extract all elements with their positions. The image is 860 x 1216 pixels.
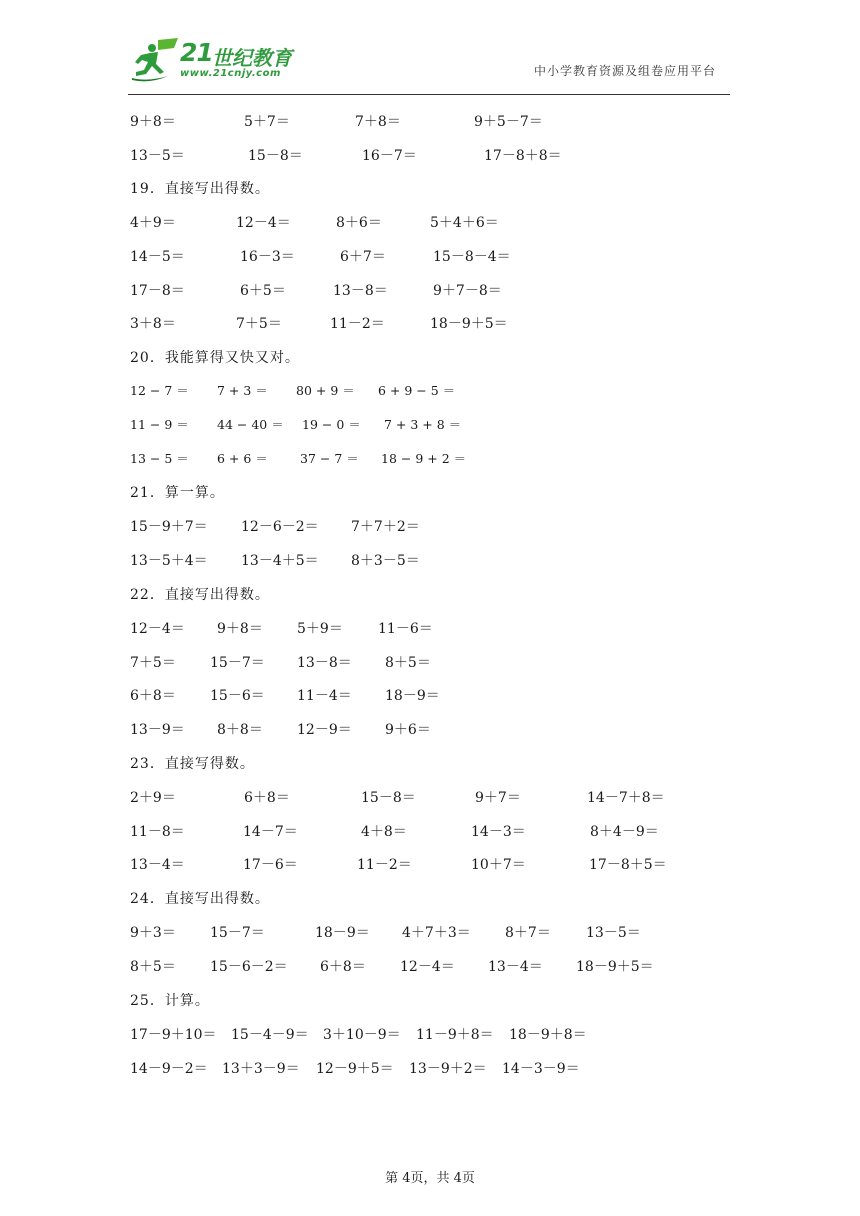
site-name: 中小学教育资源及组卷应用平台 [533,64,716,78]
arithmetic-problem: 13－4＋5＝ [241,553,319,569]
arithmetic-problem: 8＋5＝ [385,655,431,671]
page-header [128,36,730,96]
arithmetic-problem: 12－9＝ [297,722,352,738]
arithmetic-problem: 14－3＝ [471,824,526,840]
arithmetic-problem: 6＋5＝ [240,283,286,299]
arithmetic-problem: 12－6－2＝ [241,519,319,535]
arithmetic-problem: 13－9＝ [130,722,185,738]
arithmetic-problem: 3＋8＝ [130,316,176,332]
question-title: 23．直接写得数。 [130,756,255,772]
arithmetic-problem: 9＋6＝ [385,722,431,738]
arithmetic-problem: 4＋7＋3＝ [402,925,471,941]
arithmetic-problem: 8＋5＝ [130,959,176,975]
arithmetic-problem: 7＋5＝ [236,316,282,332]
arithmetic-problem: 11－6＝ [378,621,433,637]
arithmetic-problem: 15－7＝ [210,925,265,941]
arithmetic-problem: 6＋8＝ [320,959,366,975]
arithmetic-problem: 15－8＝ [361,790,416,806]
arithmetic-problem: 15－8－4＝ [433,249,511,265]
header-divider [128,94,730,95]
arithmetic-problem: 6 + 9 − 5 ＝ [378,383,456,398]
arithmetic-problem: 14－3－9＝ [502,1061,580,1077]
arithmetic-problem: 3＋10－9＝ [323,1027,401,1043]
arithmetic-problem: 17－8＋5＝ [589,857,667,873]
arithmetic-problem: 17－8＋8＝ [484,148,562,164]
arithmetic-problem: 11－2＝ [330,316,385,332]
arithmetic-problem: 11－2＝ [357,857,412,873]
arithmetic-problem: 18－9＋8＝ [509,1027,587,1043]
question-title: 19．直接写出得数。 [130,181,270,197]
arithmetic-problem: 8＋6＝ [336,215,382,231]
arithmetic-problem: 11 − 9 ＝ [130,417,189,432]
arithmetic-problem: 9＋8＝ [130,114,176,130]
arithmetic-problem: 6＋7＝ [340,249,386,265]
logo-text: 世纪教育 [212,46,292,70]
arithmetic-problem: 5＋4＋6＝ [430,215,499,231]
arithmetic-problem: 18 − 9 + 2 ＝ [381,451,467,466]
arithmetic-problem: 18－9＝ [315,925,370,941]
arithmetic-problem: 18－9＋5＝ [430,316,508,332]
arithmetic-problem: 13＋3－9＝ [222,1061,300,1077]
arithmetic-problem: 13－4＝ [130,857,185,873]
arithmetic-problem: 7 + 3 ＝ [217,383,268,398]
arithmetic-problem: 4＋9＝ [130,215,176,231]
arithmetic-problem: 6＋8＝ [130,688,176,704]
arithmetic-problem: 15－6＝ [210,688,265,704]
arithmetic-problem: 8＋8＝ [217,722,263,738]
arithmetic-problem: 9＋3＝ [130,925,176,941]
logo-url: www.21cnjy.com [180,68,281,79]
arithmetic-problem: 9＋5－7＝ [474,114,543,130]
arithmetic-problem: 13 − 5 ＝ [130,451,189,466]
arithmetic-problem: 13－5＋4＝ [130,553,208,569]
arithmetic-problem: 14－9－2＝ [130,1061,208,1077]
arithmetic-problem: 15－6－2＝ [210,959,288,975]
page-number: 第 4页，共 4页 [385,1171,475,1186]
arithmetic-problem: 9＋8＝ [217,621,263,637]
arithmetic-problem: 80 + 9 ＝ [296,383,355,398]
arithmetic-problem: 9＋7－8＝ [433,283,502,299]
arithmetic-problem: 11－8＝ [130,824,185,840]
arithmetic-problem: 12－4＝ [236,215,291,231]
arithmetic-problem: 16－3＝ [240,249,295,265]
arithmetic-problem: 15－8＝ [248,148,303,164]
arithmetic-problem: 9＋7＝ [475,790,521,806]
arithmetic-problem: 11－9＋8＝ [416,1027,494,1043]
logo-number: 21 [180,38,213,67]
arithmetic-problem: 13－5＝ [130,148,185,164]
question-title: 21．算一算。 [130,485,225,501]
arithmetic-problem: 13－5＝ [586,925,641,941]
arithmetic-problem: 13－8＝ [297,655,352,671]
arithmetic-problem: 18－9＋5＝ [576,959,654,975]
arithmetic-problem: 7＋8＝ [355,114,401,130]
question-title: 22．直接写出得数。 [130,587,270,603]
arithmetic-problem: 14－5＝ [130,249,185,265]
arithmetic-problem: 6＋8＝ [244,790,290,806]
arithmetic-problem: 17－6＝ [243,857,298,873]
arithmetic-problem: 18－9＝ [385,688,440,704]
arithmetic-problem: 14－7＋8＝ [587,790,665,806]
arithmetic-problem: 7＋5＝ [130,655,176,671]
site-logo[interactable] [128,36,328,84]
arithmetic-problem: 17－8＝ [130,283,185,299]
runner-logo-icon [128,36,182,82]
arithmetic-problem: 19 − 0 ＝ [302,417,361,432]
arithmetic-problem: 10＋7＝ [471,857,526,873]
arithmetic-problem: 13－9＋2＝ [409,1061,487,1077]
arithmetic-problem: 17－9＋10＝ [130,1027,217,1043]
arithmetic-problem: 12－4＝ [400,959,455,975]
arithmetic-problem: 44 − 40 ＝ [217,417,284,432]
arithmetic-problem: 4＋8＝ [361,824,407,840]
arithmetic-problem: 15－7＝ [210,655,265,671]
arithmetic-problem: 13－8＝ [333,283,388,299]
question-title: 24．直接写出得数。 [130,891,270,907]
arithmetic-problem: 7＋7＋2＝ [351,519,420,535]
arithmetic-problem: 12－4＝ [130,621,185,637]
arithmetic-problem: 12－9＋5＝ [316,1061,394,1077]
arithmetic-problem: 11－4＝ [297,688,352,704]
arithmetic-problem: 8＋3－5＝ [351,553,420,569]
arithmetic-problem: 5＋7＝ [244,114,290,130]
arithmetic-problem: 15－9＋7＝ [130,519,208,535]
question-title: 25．计算。 [130,993,210,1009]
arithmetic-problem: 12 − 7 ＝ [130,383,189,398]
arithmetic-problem: 16－7＝ [362,148,417,164]
arithmetic-problem: 8＋7＝ [505,925,551,941]
arithmetic-problem: 2＋9＝ [130,790,176,806]
arithmetic-problem: 5＋9＝ [297,621,343,637]
arithmetic-problem: 14－7＝ [243,824,298,840]
arithmetic-problem: 6 + 6 ＝ [217,451,268,466]
arithmetic-problem: 37 − 7 ＝ [300,451,359,466]
question-title: 20．我能算得又快又对。 [130,350,300,366]
arithmetic-problem: 7 + 3 + 8 ＝ [384,417,462,432]
arithmetic-problem: 13－4＝ [488,959,543,975]
arithmetic-problem: 15－4－9＝ [231,1027,309,1043]
arithmetic-problem: 8＋4－9＝ [590,824,659,840]
